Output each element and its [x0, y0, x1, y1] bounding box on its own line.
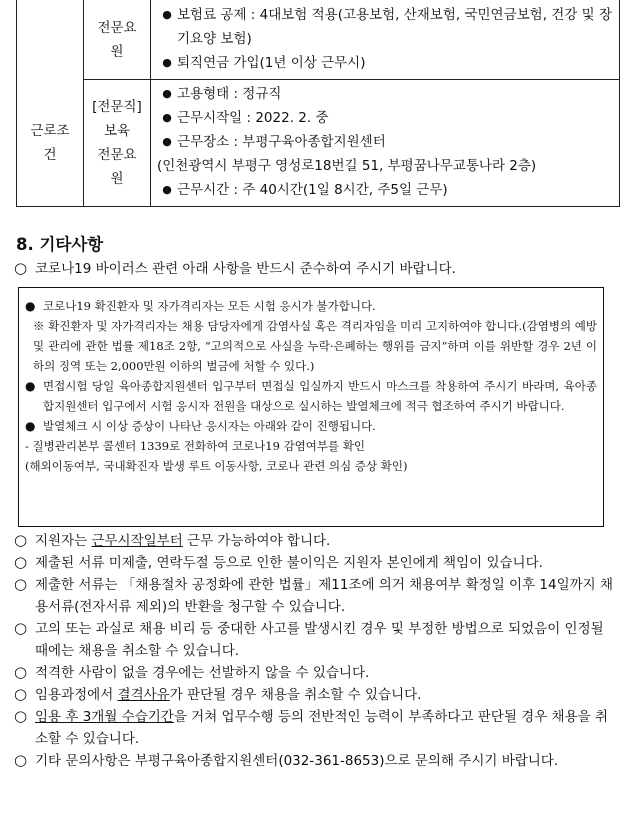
- list-item: ○ 제출된 서류 미제출, 연락두절 등으로 인한 불이익은 지원자 본인에게 책임이 있습니다.: [14, 552, 620, 574]
- category-cell-empty: [17, 0, 84, 80]
- list-item: ● 발열체크 시 이상 증상이 나타난 응시자는 아래와 같이 진행됩니다.: [25, 416, 597, 436]
- bullet-icon: ●: [162, 183, 172, 196]
- position-cell: [전문직] 보육 전문요 원: [84, 80, 151, 207]
- circle-bullet-icon: ○: [14, 575, 28, 593]
- bullet-icon: ●: [162, 135, 172, 148]
- list-item: ● 보험료 공제 : 4대보험 적용(고용보험, 산재보험, 국민연금보험, 건강 및 장기요양 보험): [157, 3, 613, 51]
- circle-bullet-icon: ○: [14, 707, 28, 725]
- circle-bullet-icon: ○: [14, 685, 28, 703]
- covid-notice-box: [18, 287, 604, 527]
- list-item: ○ 지원자는 근무시작일부터 근무 가능하여야 합니다.: [14, 530, 620, 552]
- list-item: ○ 임용 후 3개월 수습기간을 거쳐 업무수행 등의 전반적인 능력이 부족하다고 판단될 경우 채용을 취소할 수 있습니다.: [14, 706, 620, 750]
- list-item: ● 퇴직연금 가입(1년 이상 근무시): [157, 51, 613, 75]
- list-item: ○ 코로나19 바이러스 관련 아래 사항을 반드시 준수하여 주시기 바랍니다.: [14, 258, 620, 280]
- bullet-icon: ●: [25, 419, 36, 433]
- table-row: [17, 80, 620, 207]
- circle-bullet-icon: ○: [14, 619, 28, 637]
- bullet-icon: ●: [162, 7, 172, 21]
- circle-bullet-icon: ○: [14, 663, 28, 681]
- table-row: [17, 0, 620, 80]
- bullet-icon: ●: [25, 299, 36, 313]
- list-item: ○ 고의 또는 과실로 채용 비리 등 중대한 사고를 발생시킨 경우 및 부정한 방법으로 되었음이 인정될 때에는 채용을 취소할 수 있습니다.: [14, 618, 620, 662]
- notes-bottom: [14, 530, 620, 772]
- circle-bullet-icon: ○: [14, 553, 28, 571]
- details-cell: [151, 0, 620, 80]
- list-item: ● 코로나19 확진환자 및 자가격리자는 모든 시험 응시가 불가합니다.: [25, 296, 597, 316]
- circle-bullet-icon: ○: [14, 531, 28, 549]
- bullet-icon: ●: [162, 55, 172, 69]
- address-text: (인천광역시 부평구 영성로18번길 51, 부평꿈나무교통나라 2층): [157, 158, 537, 174]
- list-item: ● 근무시간 : 주 40시간(1일 8시간, 주5일 근무): [157, 178, 613, 202]
- details-cell: [151, 80, 620, 207]
- bullet-icon: ●: [162, 87, 172, 100]
- list-item: ○ 적격한 사람이 없을 경우에는 선발하지 않을 수 있습니다.: [14, 662, 620, 684]
- list-item: ○ 기타 문의사항은 부평구육아종합지원센터(032-361-8653)으로 문의해 주시기 바랍니다.: [14, 750, 620, 772]
- circle-bullet-icon: ○: [14, 259, 28, 277]
- circle-bullet-icon: ○: [14, 751, 28, 769]
- warning-paragraph: ※ 확진환자 및 자가격리자는 채용 담당자에게 감염사실 혹은 격리자임을 미리 고지하여야 합니다.(감염병의 예방 및 관리에 관한 법률 제18조 2항, “고의적으로 사실을 누락·은폐하는 행위를 금지”하며 이를 위반할 경우 2년 이하의 징역 또는 2,000만원 이하의 벌금에 처할 수 있다.): [33, 319, 597, 373]
- bullet-icon: ●: [25, 379, 36, 393]
- conditions-table: [16, 0, 620, 207]
- list-item: ○ 임용과정에서 결격사유가 판단될 경우 채용을 취소할 수 있습니다.: [14, 684, 620, 706]
- procedure-step: - 질병관리본부 콜센터 1339로 전화하여 코로나19 감염여부를 확인: [25, 439, 365, 453]
- list-item: ● 근무장소 : 부평구육아종합지원센터: [157, 130, 613, 154]
- bullet-icon: ●: [162, 111, 172, 124]
- category-cell: 근로조 건: [17, 80, 84, 207]
- list-item: ○ 제출한 서류는 「채용절차 공정화에 관한 법률」제11조에 의거 채용여부 확정일 이후 14일까지 채용서류(전자서류 제외)의 반환을 청구할 수 있습니다.: [14, 574, 620, 618]
- list-item: ● 고용형태 : 정규직: [157, 82, 613, 106]
- list-item: ● 근무시작일 : 2022. 2. 중: [157, 106, 613, 130]
- procedure-detail: (해외이동여부, 국내확진자 발생 루트 이동사항, 코로나 관련 의심 증상 확인): [25, 459, 408, 473]
- list-item: ● 면접시험 당일 육아종합지원센터 입구부터 면접실 입실까지 반드시 마스크를 착용하여 주시기 바라며, 육아종합지원센터 입구에서 시험 응시자 전원을 대상으로 실시하는 발열체크에 적극 협조하여 주시기 바랍니다.: [25, 376, 597, 416]
- position-cell: 전문요 원: [84, 0, 151, 80]
- notes-top: [14, 258, 620, 280]
- section-title: 8. 기타사항: [16, 235, 104, 254]
